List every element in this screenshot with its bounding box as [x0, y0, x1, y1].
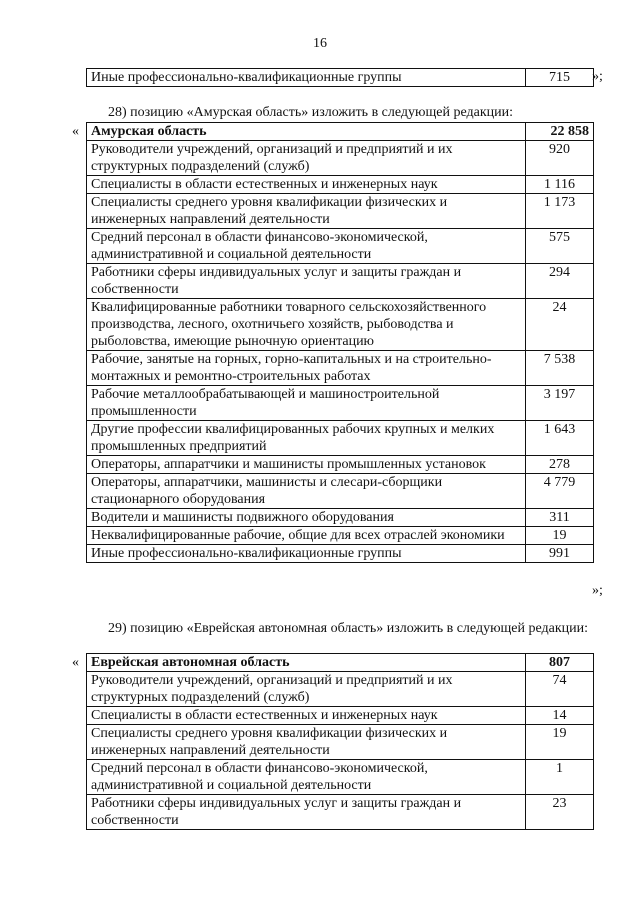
row-name: Руководители учреждений, организаций и предприятий и их структурных подразделений (служб): [87, 141, 526, 176]
table-header-row: [87, 654, 594, 672]
row-value: 1: [526, 760, 594, 795]
row-value: 575: [526, 229, 594, 264]
table-row: [87, 725, 594, 760]
row-value: 1 116: [526, 176, 594, 194]
table-header-row: [87, 123, 594, 141]
table-row: [87, 527, 594, 545]
row-name: Квалифицированные работники товарного сельскохозяйственного производства, лесного, охотничьего хозяйств, рыбоводства и рыболовства, имеющие рыночную ориентацию: [87, 299, 526, 351]
table-row: [87, 299, 594, 351]
row-value: 23: [526, 795, 594, 830]
region-name: Еврейская автономная область: [87, 654, 526, 672]
row-name: Специалисты в области естественных и инженерных наук: [87, 707, 526, 725]
region-total: 22 858: [526, 123, 594, 141]
row-name: Рабочие, занятые на горных, горно-капитальных и на строительно-монтажных и ремонтно-строительных работах: [87, 351, 526, 386]
table-row: [87, 545, 594, 563]
table-row: [87, 229, 594, 264]
region-name: Амурская область: [87, 123, 526, 141]
row-value: 74: [526, 672, 594, 707]
table-row: [87, 707, 594, 725]
row-name: Средний персонал в области финансово-экономической, административной и социальной деятельности: [87, 760, 526, 795]
row-value: 1 173: [526, 194, 594, 229]
table-row: [87, 456, 594, 474]
row-name: Операторы, аппаратчики и машинисты промышленных установок: [87, 456, 526, 474]
row-value: 715: [526, 69, 594, 87]
row-name: Работники сферы индивидуальных услуг и защиты граждан и собственности: [87, 795, 526, 830]
table-row: [87, 474, 594, 509]
table-row: [87, 176, 594, 194]
table-row: [87, 421, 594, 456]
row-value: 1 643: [526, 421, 594, 456]
paragraph-28: 28) позицию «Амурская область» изложить в следующей редакции:: [108, 105, 514, 120]
row-name: Водители и машинисты подвижного оборудования: [87, 509, 526, 527]
row-name: Средний персонал в области финансово-экономической, административной и социальной деятельности: [87, 229, 526, 264]
table-row: [87, 672, 594, 707]
paragraph-29: 29) позицию «Еврейская автономная область» изложить в следующей редакции:: [108, 621, 589, 636]
row-value: 3 197: [526, 386, 594, 421]
row-value: 19: [526, 527, 594, 545]
table-row: [87, 194, 594, 229]
table-row: [87, 264, 594, 299]
page-number: 16: [313, 36, 327, 51]
row-value: 14: [526, 707, 594, 725]
row-name: Специалисты в области естественных и инженерных наук: [87, 176, 526, 194]
opening-quote: «: [72, 124, 79, 139]
row-name: Работники сферы индивидуальных услуг и защиты граждан и собственности: [87, 264, 526, 299]
row-value: 4 779: [526, 474, 594, 509]
row-value: 991: [526, 545, 594, 563]
table-row: [87, 760, 594, 795]
region-total: 807: [526, 654, 594, 672]
table-row: [87, 509, 594, 527]
row-name: Иные профессионально-квалификационные группы: [87, 545, 526, 563]
row-name: Специалисты среднего уровня квалификации физических и инженерных направлений деятельности: [87, 725, 526, 760]
row-name: Рабочие металлообрабатывающей и машиностроительной промышленности: [87, 386, 526, 421]
table-row: [87, 795, 594, 830]
evr-table: [86, 653, 594, 830]
row-value: 19: [526, 725, 594, 760]
table-row: [87, 141, 594, 176]
row-name: Другие профессии квалифицированных рабочих крупных и мелких промышленных предприятий: [87, 421, 526, 456]
row-name: Специалисты среднего уровня квалификации физических и инженерных направлений деятельности: [87, 194, 526, 229]
row-value: 294: [526, 264, 594, 299]
row-value: 7 538: [526, 351, 594, 386]
row-value: 24: [526, 299, 594, 351]
closing-quote: »;: [592, 69, 603, 84]
table-row: [87, 69, 594, 87]
row-value: 920: [526, 141, 594, 176]
row-name: Операторы, аппаратчики, машинисты и слесари-сборщики стационарного оборудования: [87, 474, 526, 509]
row-value: 278: [526, 456, 594, 474]
table-row: [87, 386, 594, 421]
row-name: Неквалифицированные рабочие, общие для всех отраслей экономики: [87, 527, 526, 545]
amur-table: [86, 122, 594, 563]
row-name: Руководители учреждений, организаций и предприятий и их структурных подразделений (служб): [87, 672, 526, 707]
table-row: [87, 351, 594, 386]
row-name: Иные профессионально-квалификационные группы: [87, 69, 526, 87]
row-value: 311: [526, 509, 594, 527]
closing-quote: »;: [592, 583, 603, 598]
opening-quote: «: [72, 655, 79, 670]
top-table: [86, 68, 594, 87]
